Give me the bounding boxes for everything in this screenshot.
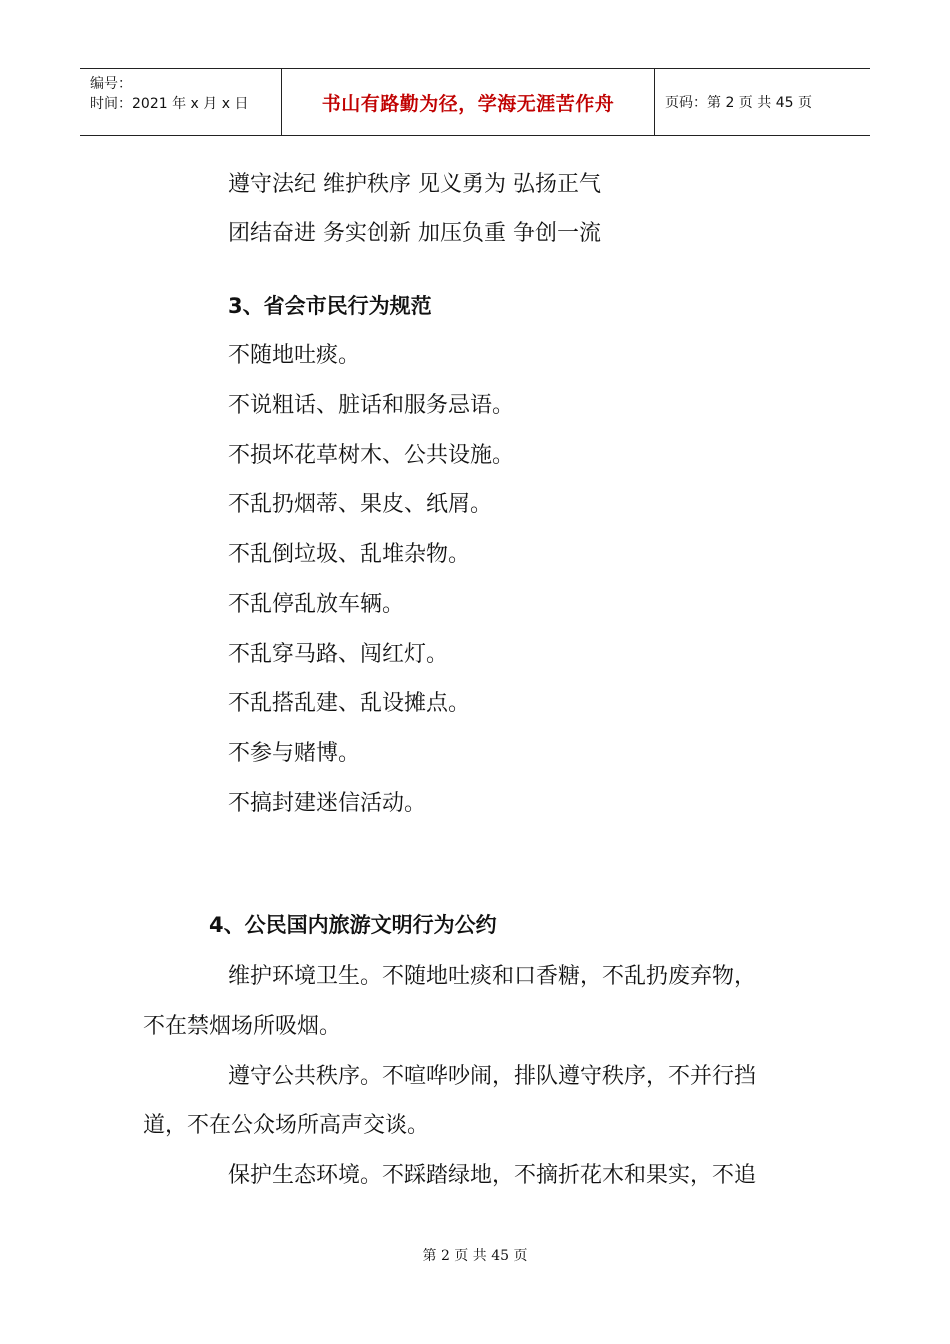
section3-item: 不参与赌博。	[228, 741, 361, 766]
header-motto-cell	[282, 69, 655, 135]
section3-item: 不乱停乱放车辆。	[228, 592, 405, 617]
section3-item: 不乱倒垃圾、乱堆杂物。	[228, 542, 471, 567]
section4-line: 遵守公共秩序。不喧哗吵闹，排队遵守秩序，不并行挡	[228, 1064, 757, 1089]
section3-item: 不随地吐痰。	[228, 343, 361, 368]
section4-line: 不在禁烟场所吸烟。	[143, 1014, 342, 1039]
page-header	[80, 68, 870, 136]
section3-item: 不搞封建迷信活动。	[228, 791, 427, 816]
document-number-label: 编号：	[90, 76, 132, 92]
header-motto: 书山有路勤为径，学海无涯苦作舟	[321, 92, 615, 115]
section3-item: 不乱搭乱建、乱设摊点。	[228, 691, 471, 716]
header-meta-cell	[80, 69, 282, 135]
slogan-line: 团结奋进 务实创新 加压负重 争创一流	[228, 221, 601, 246]
section3-item: 不乱穿马路、闯红灯。	[228, 642, 449, 667]
header-page-info: 页码：第 2 页 共 45 页	[665, 95, 812, 111]
page-footer: 第 2 页 共 45 页	[422, 1248, 528, 1264]
section4-line: 维护环境卫生。不随地吐痰和口香糖，不乱扔废弃物，	[228, 964, 757, 989]
slogan-line: 遵守法纪 维护秩序 见义勇为 弘扬正气	[228, 172, 601, 197]
document-time-label: 时间：2021 年 x 月 x 日	[90, 96, 249, 112]
section3-title: 3、省会市民行为规范	[228, 294, 432, 318]
section3-item: 不说粗话、脏话和服务忌语。	[228, 393, 515, 418]
section3-item: 不乱扔烟蒂、果皮、纸屑。	[228, 492, 493, 517]
section4-line: 保护生态环境。不踩踏绿地，不摘折花木和果实，不追	[228, 1163, 757, 1188]
section4-title: 4、公民国内旅游文明行为公约	[209, 913, 497, 937]
header-page-cell	[655, 69, 870, 135]
section3-item: 不损坏花草树木、公共设施。	[228, 443, 515, 468]
section4-line: 道，不在公众场所高声交谈。	[143, 1113, 430, 1138]
